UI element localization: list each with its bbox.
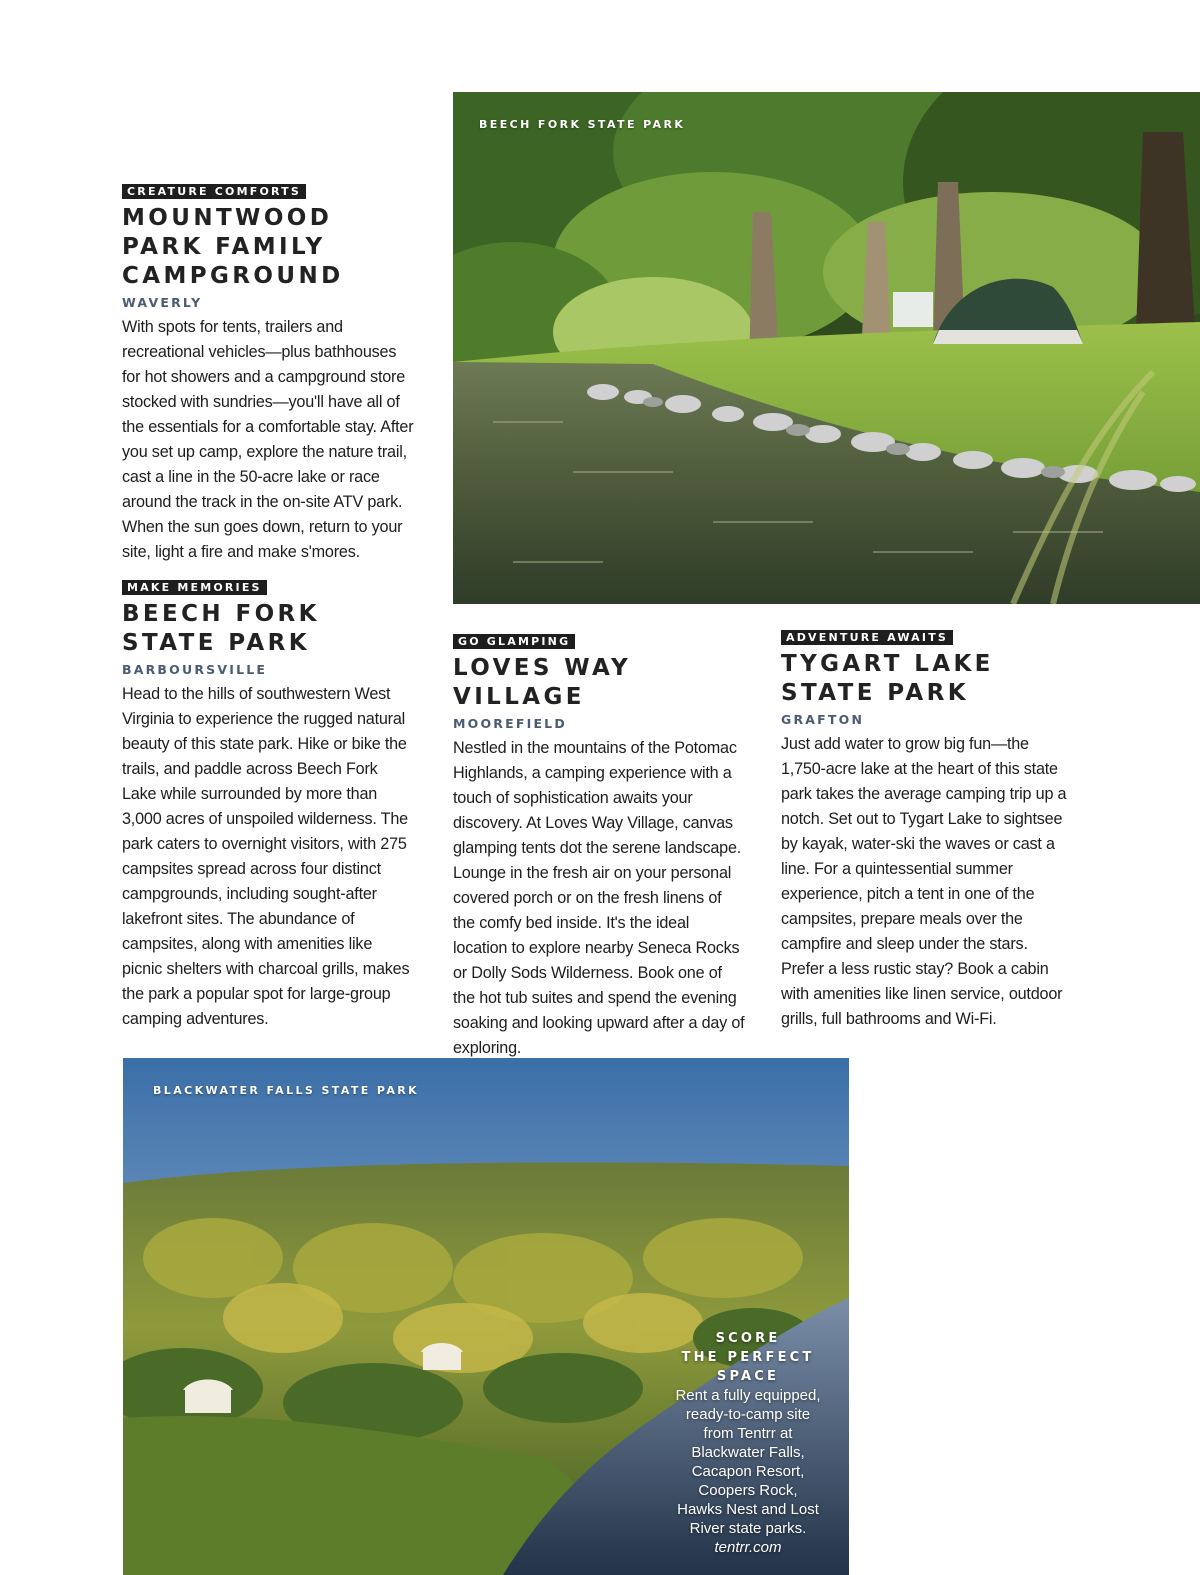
article-tag: GO GLAMPING [453,634,575,649]
article-beech-fork [122,578,414,1032]
article-body: Just add water to grow big fun—the 1,750-acre lake at the heart of this state park takes the average camping trip up a notch. Set out to Tygart Lake to sightsee by kayak, water-ski the waves or cast a line. For a quintessential summer experience, pitch a tent in one of the campsites, prepare meals over the campfire and sleep under the stars. Prefer a less rustic stay? Book a cabin with amenities like linen service, outdoor grills, full bathrooms and Wi-Fi. [781,735,1067,1028]
article-title: LOVES WAY VILLAGE [453,655,632,710]
article-title: BEECH FORK STATE PARK [122,601,320,656]
article-tag: MAKE MEMORIES [122,580,267,595]
sidebar-title: SCORE THE PERFECT SPACE [681,1331,815,1384]
article-title: TYGART LAKE STATE PARK [781,651,994,706]
article-location: WAVERLY [122,295,203,310]
article-loves-way [453,632,745,1061]
article-tag: ADVENTURE AWAITS [781,630,953,645]
tentrr-link[interactable]: tentrr.com [714,1539,782,1556]
beech-fork-photo [453,92,1200,604]
tent-right [421,1343,463,1370]
article-location: GRAFTON [781,712,865,727]
article-body: Nestled in the mountains of the Potomac Highlands, a camping experience with a touch of sophistication awaits your discovery. At Loves Way Village, canvas glamping tents dot the serene landscape. Lounge in the fresh air on your personal covered porch or on the fresh linens of the comfy bed inside. It's the ideal location to explore nearby Seneca Rocks or Dolly Sods Wilderness. Book one of the hot tub suites and spend the evening soaking and looking upward after a day of exploring. [453,739,745,1057]
article-title: MOUNTWOOD PARK FAMILY CAMPGROUND [122,205,344,289]
sidebar-text [674,1386,822,1557]
tent-left [183,1380,233,1414]
article-body: With spots for tents, trailers and recreational vehicles—plus bathhouses for hot showers and a campground store stocked with sundries—you'll have all of the essentials for a comfortable stay. After you set up camp, explore the nature trail, cast a line in the 50-acre lake or race around the track in the on-site ATV park. When the sun goes down, return to your site, light a fire and make s'mores. [122,318,414,561]
article-mountwood [122,182,414,565]
article-location: BARBOURSVILLE [122,662,268,677]
blackwater-falls-photo-caption: BLACKWATER FALLS STATE PARK [153,1084,420,1097]
beech-fork-photo-caption: BEECH FORK STATE PARK [479,118,686,131]
article-body: Head to the hills of southwestern West Virginia to experience the rugged natural beauty of this state park. Hike or bike the trails, and paddle across Beech Fork Lake while surrounded by more than 3,000 acres of unspoiled wilderness. The park caters to overnight visitors, with 275 campsites spread across four distinct campgrounds, including sought-after lakefront sites. The abundance of campsites, along with amenities like picnic shelters with charcoal grills, makes the park a popular spot for large-group camping adventures. [122,685,410,1028]
article-tag: CREATURE COMFORTS [122,184,306,199]
sidebar-body: Rent a fully equipped, ready-to-camp site from Tentrr at Blackwater Falls, Cacapon Resort, Coopers Rock, Hawks Nest and Lost River state parks. [675,1387,821,1537]
article-location: MOOREFIELD [453,716,567,731]
blackwater-falls-photo [123,1058,849,1575]
beech-fork-photo-art [453,92,1200,604]
article-tygart-lake [781,628,1073,1032]
tentrr-sidebar [674,1329,822,1557]
